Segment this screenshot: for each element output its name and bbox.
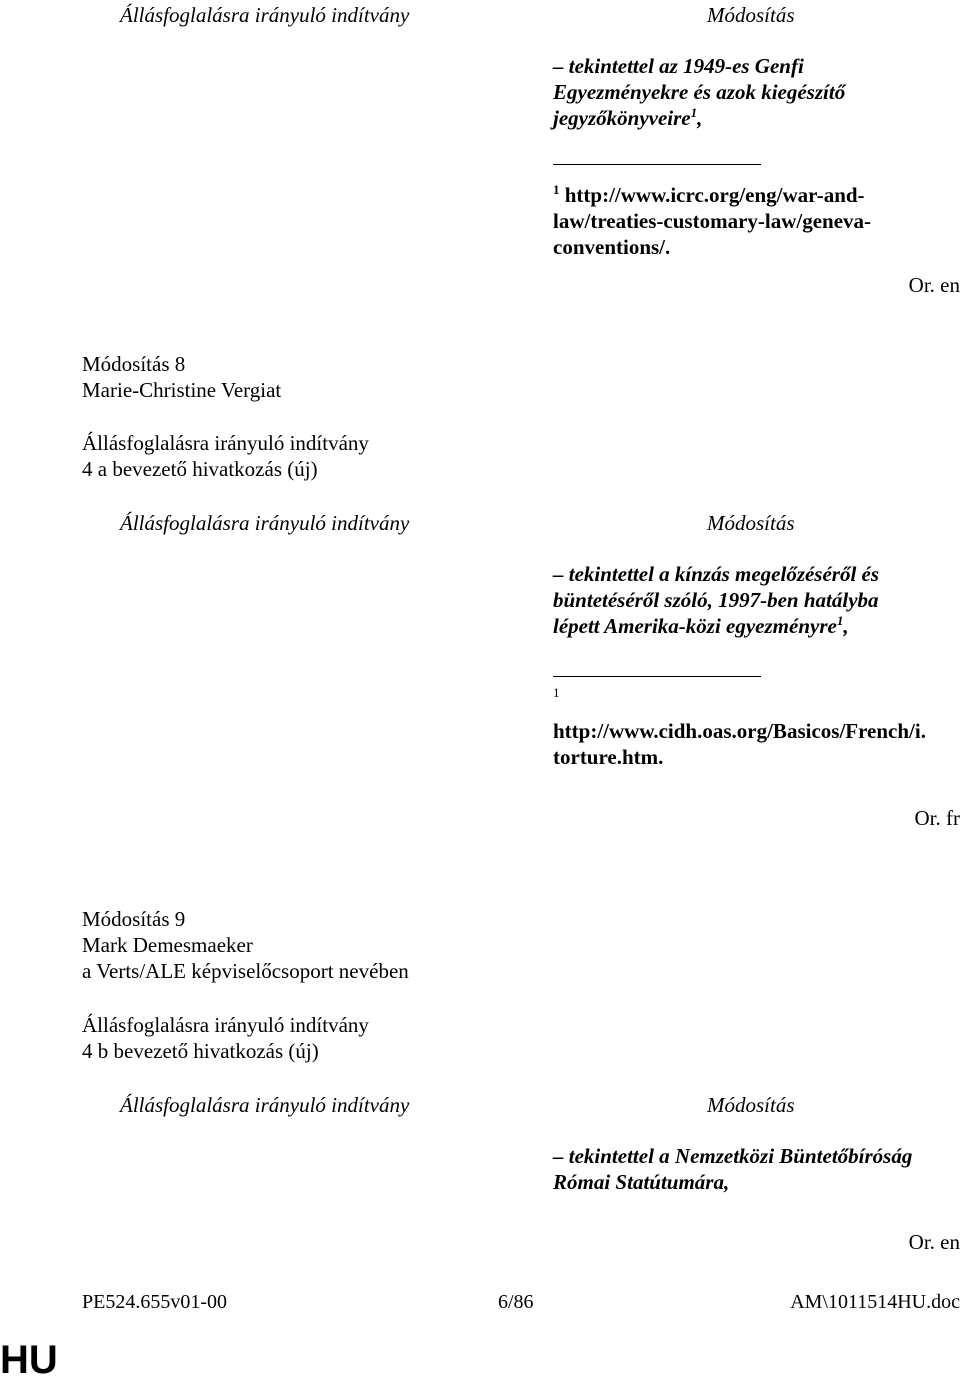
footnote-reference: 1 — [691, 105, 698, 120]
amendment-number: Módosítás 9 — [82, 906, 185, 932]
footnote-mark: 1 — [553, 685, 560, 701]
target-reference: 4 a bevezető hivatkozás (új) — [82, 456, 318, 482]
language-code: HU — [0, 1338, 58, 1382]
footnote-separator — [553, 676, 761, 677]
footnote-reference: 1 — [837, 613, 844, 628]
column-heading-amendment: Módosítás — [707, 1092, 795, 1118]
column-heading-motion: Állásfoglalásra irányuló indítvány — [120, 1092, 409, 1118]
document-reference: PE524.655v01-00 — [82, 1289, 227, 1315]
target-document: Állásfoglalásra irányuló indítvány — [82, 1012, 369, 1038]
column-heading-motion: Állásfoglalásra irányuló indítvány — [120, 2, 409, 28]
footnote-mark: 1 — [553, 182, 560, 197]
file-name: AM\1011514HU.doc — [790, 1289, 960, 1315]
footnote: $^1$ http://www.icrc.org/eng/war-and- law/treaties-customary-law/geneva- conventions/. — [553, 182, 960, 260]
amendment-author: Marie-Christine Vergiat — [82, 377, 281, 403]
column-heading-motion: Állásfoglalásra irányuló indítvány — [120, 510, 409, 536]
page-number: 6/86 — [498, 1289, 534, 1315]
target-document: Állásfoglalásra irányuló indítvány — [82, 430, 369, 456]
amendment-number: Módosítás 8 — [82, 351, 185, 377]
column-heading-amendment: Módosítás — [707, 2, 795, 28]
amendment-author: Mark Demesmaeker — [82, 932, 253, 958]
amendment-text: – tekintettel az 1949-es Genfi Egyezményekre és azok kiegészítő jegyzőkönyveire$^1$, — [553, 53, 960, 131]
original-language: Or. en — [909, 272, 960, 298]
amendment-text: – tekintettel a Nemzetközi Büntetőbíróság Római Statútumára, — [553, 1143, 960, 1195]
column-heading-amendment: Módosítás — [707, 510, 795, 536]
target-reference: 4 b bevezető hivatkozás (új) — [82, 1038, 319, 1064]
footnote: http://www.cidh.oas.org/Basicos/French/i. torture.htm. — [553, 718, 960, 770]
author-group: a Verts/ALE képviselőcsoport nevében — [82, 958, 409, 984]
original-language: Or. en — [909, 1229, 960, 1255]
original-language: Or. fr — [915, 805, 960, 831]
amendment-text: – tekintettel a kínzás megelőzéséről és büntetéséről szóló, 1997-ben hatályba lépett Amerika-közi egyezményre$^1$, — [553, 561, 960, 639]
footnote-separator — [553, 164, 761, 165]
